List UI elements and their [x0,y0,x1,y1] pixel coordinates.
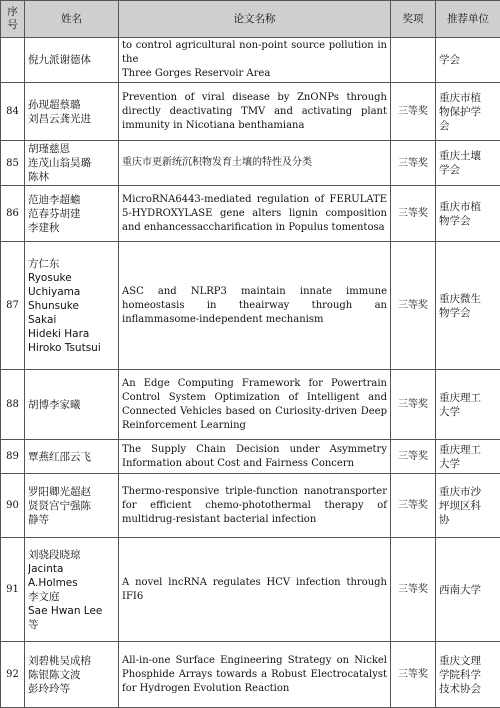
author-name-line: 胡博李家曦 [28,398,115,412]
header-unit: 推荐单位 [436,1,500,38]
author-name-line: 陈林 [28,170,115,184]
recommending-unit-line: 学会 [439,163,497,177]
recommending-unit [436,186,500,242]
row-number: 91 [1,538,25,642]
recommending-unit-line: 重庆土壤 [439,149,497,163]
author-name-line: 孙现超蔡璐 [28,98,115,112]
table-header-row [1,1,500,38]
recommending-unit [436,642,500,708]
recommending-unit-line: 会 [439,119,497,133]
author-name-line: A.Holmes [28,576,115,590]
table-body [1,38,500,708]
paper-title-line: 重庆市更新统沉积物发育土壤的特性及分类 [122,156,387,170]
author-name-line: 刘骁段晓琼 [28,548,115,562]
paper-title [119,642,391,708]
paper-title [119,242,391,370]
recommending-unit-line: 物学会 [439,306,497,320]
recommending-unit-line: 物保护学 [439,105,497,119]
recommending-unit-line: 协 [439,513,497,527]
table-row [1,474,500,538]
author-name-line: Sae Hwan Lee [28,604,115,618]
author-names [25,642,119,708]
recommending-unit-line: 学院科学 [439,668,497,682]
award-level: 三等奖 [391,242,436,370]
author-names [25,141,119,186]
recommending-unit-line: 技术协会 [439,682,497,696]
recommending-unit-line: 学会 [439,53,497,67]
author-names [25,538,119,642]
paper-title-line: A novel lncRNA regulates HCV infection through IFI6 [122,576,387,604]
recommending-unit-line: 重庆市沙 [439,485,497,499]
author-name-line: 刘昌云龚光进 [28,112,115,126]
recommending-unit-line: 坪坝区科 [439,499,497,513]
paper-title-line: Prevention of viral disease by ZnONPs through directly deactivating TMV and activating plant immunity in Nicotiana benthamiana [122,91,387,133]
header-num: 序号 [1,1,25,38]
paper-title [119,538,391,642]
author-names [25,440,119,474]
table-row [1,440,500,474]
award-level: 三等奖 [391,370,436,440]
paper-title-line: Three Gorges Reservoir Area [122,67,387,81]
row-number: 85 [1,141,25,186]
award-level: 三等奖 [391,642,436,708]
recommending-unit [436,83,500,141]
award-level: 三等奖 [391,83,436,141]
author-name-line: 李文庭 [28,590,115,604]
table-row [1,38,500,83]
paper-title [119,83,391,141]
author-name-line: 方仁东 [28,257,115,271]
table-row [1,141,500,186]
paper-title-line: MicroRNA6443-mediated regulation of FERULATE 5-HYDROXYLASE gene alters lignin composition and enhancessaccharification in Populus tomentosa [122,193,387,235]
recommending-unit [436,474,500,538]
row-number: 84 [1,83,25,141]
author-names [25,186,119,242]
row-number: 88 [1,370,25,440]
paper-title [119,38,391,83]
author-names [25,242,119,370]
author-name-line: 范迪李超蟾 [28,193,115,207]
paper-title [119,186,391,242]
author-name-line: Shunsuke [28,299,115,313]
author-name-line: 倪九派谢德体 [28,53,115,67]
recommending-unit-line: 重庆市植 [439,200,497,214]
author-name-line: Ryosuke [28,271,115,285]
award-level: 三等奖 [391,141,436,186]
table-row [1,370,500,440]
table-row [1,186,500,242]
recommending-unit-line: 重庆理工 [439,391,497,405]
header-names: 姓名 [25,1,119,38]
award-level: 三等奖 [391,474,436,538]
author-name-line: Hiroko Tsutsui [28,341,115,355]
row-number: 86 [1,186,25,242]
author-name-line: Hideki Hara [28,327,115,341]
paper-title-line: All-in-one Surface Engineering Strategy on Nickel Phosphide Arrays towards a Robust Electrocatalyst for Hydrogen Evolution Reaction [122,654,387,696]
author-name-line: 陈银陈文波 [28,668,115,682]
award-level: 三等奖 [391,538,436,642]
recommending-unit-line: 大学 [439,405,497,419]
author-name-line: 连茂山翁昊璐 [28,156,115,170]
paper-title [119,141,391,186]
author-name-line: 刘碧桃吴成榕 [28,654,115,668]
author-name-line: 罗阳卿光超赵 [28,485,115,499]
author-name-line: 静等 [28,513,115,527]
recommending-unit [436,38,500,83]
author-names [25,370,119,440]
author-name-line: 范春芬胡建 [28,207,115,221]
paper-title-line: ASC and NLRP3 maintain innate immune homeostasis in theairway through an inflammasome-independent mechanism [122,285,387,327]
recommending-unit-line: 重庆市植 [439,91,497,105]
header-award: 奖项 [391,1,436,38]
recommending-unit-line: 西南大学 [439,583,497,597]
table-row [1,242,500,370]
table-row [1,538,500,642]
paper-title [119,474,391,538]
author-name-line: Jacinta [28,562,115,576]
recommending-unit [436,141,500,186]
paper-title-line: to control agricultural non-point source pollution in the [122,39,387,67]
paper-title-line: An Edge Computing Framework for Powertrain Control System Optimization of Intelligent and Connected Vehicles based on Curiosity-driven Deep Reinforcement Learning [122,377,387,433]
table-row [1,642,500,708]
author-name-line: 覃燕红邵云飞 [28,450,115,464]
award-level [391,38,436,83]
author-name-line: 贤贤宫宁强陈 [28,499,115,513]
header-title: 论文名称 [119,1,391,38]
recommending-unit [436,370,500,440]
recommending-unit [436,538,500,642]
author-name-line: 彭玲玲等 [28,682,115,696]
award-level: 三等奖 [391,440,436,474]
author-names [25,474,119,538]
row-number: 87 [1,242,25,370]
recommending-unit-line: 物学会 [439,214,497,228]
paper-title-line: Thermo-responsive triple-function nanotransporter for efficient chemo-photothermal therapy of multidrug-resistant bacterial infection [122,485,387,527]
author-name-line: 胡瑾慈恩 [28,142,115,156]
author-name-line: Uchiyama [28,285,115,299]
author-names [25,83,119,141]
recommending-unit [436,440,500,474]
recommending-unit-line: 重庆文理 [439,654,497,668]
recommending-unit-line: 大学 [439,457,497,471]
row-number: 89 [1,440,25,474]
row-number: 90 [1,474,25,538]
author-name-line: 李建秋 [28,221,115,235]
author-name-line: Sakai [28,313,115,327]
author-name-line: 等 [28,618,115,632]
paper-title [119,370,391,440]
award-level: 三等奖 [391,186,436,242]
row-number: 92 [1,642,25,708]
recommending-unit-line: 重庆理工 [439,443,497,457]
table-row [1,83,500,141]
paper-title [119,440,391,474]
recommending-unit [436,242,500,370]
recommending-unit-line: 重庆微生 [439,292,497,306]
author-names [25,38,119,83]
row-number [1,38,25,83]
paper-title-line: The Supply Chain Decision under Asymmetry Information about Cost and Fairness Concern [122,443,387,471]
